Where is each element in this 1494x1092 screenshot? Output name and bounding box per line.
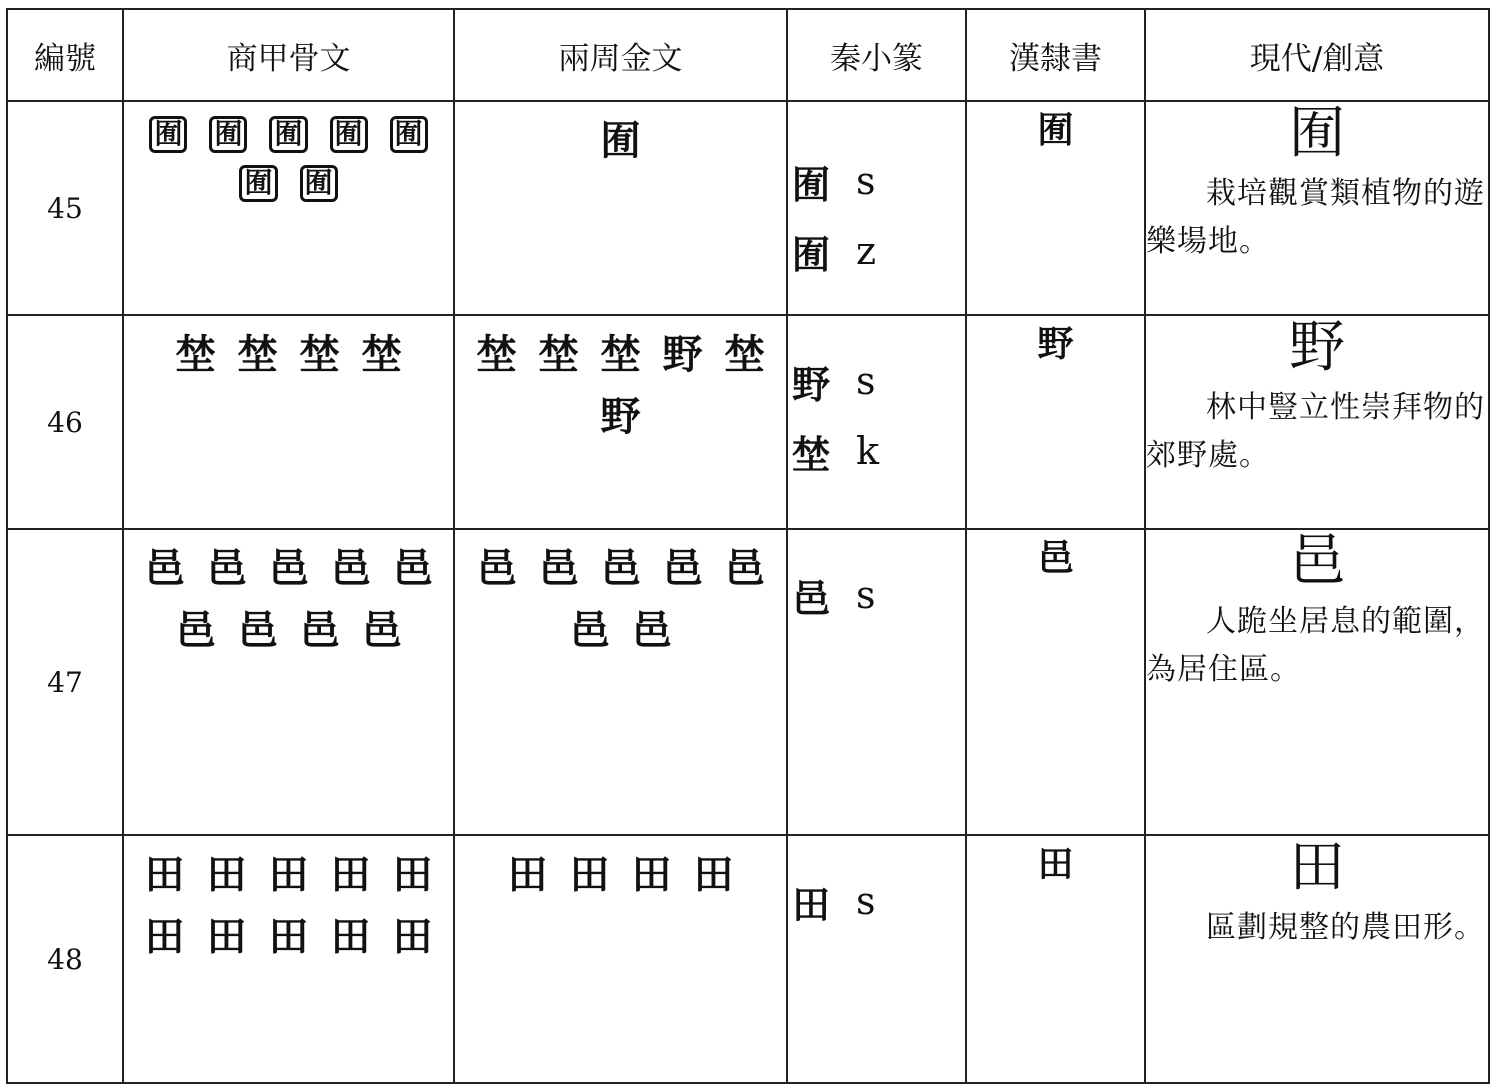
modern-character: 野	[1289, 315, 1345, 380]
bronze-glyphs	[455, 316, 786, 442]
bronze-glyph: 埜	[724, 331, 765, 378]
seal-glyph: 野	[791, 361, 830, 407]
bronze-glyph: 田	[569, 851, 610, 898]
header-number: 編號	[7, 9, 123, 101]
oracle-bone-glyph: 邑	[361, 607, 402, 654]
oracle-bone-glyph: 邑	[392, 545, 433, 592]
oracle-bone-glyph: 邑	[206, 545, 247, 592]
oracle-bone-glyph: 邑	[175, 607, 216, 654]
bronze-glyph: 埜	[600, 331, 641, 378]
bronze-glyph: 野	[662, 331, 703, 378]
table-row	[7, 101, 1489, 315]
row-number: 45	[7, 101, 123, 315]
bronze-glyph: 邑	[600, 545, 641, 592]
oracle-bone-glyphs	[124, 530, 453, 656]
oracle-bone-glyph: 埜	[175, 331, 216, 378]
oracle-bone-glyph: 田	[206, 913, 247, 960]
oracle-bone-glyph: 田	[330, 851, 371, 898]
bronze-cell	[454, 101, 787, 315]
modern-character: 囿	[1289, 101, 1345, 166]
bronze-glyph: 野	[600, 393, 641, 440]
bronze-glyphs	[455, 530, 786, 656]
small-seal-cell	[787, 529, 966, 835]
seal-source-mark: s	[856, 359, 876, 403]
oracle-bone-glyph: 田	[268, 913, 309, 960]
seal-source-mark: k	[856, 429, 880, 473]
oracle-bone-glyph: 邑	[144, 545, 185, 592]
oracle-bone-glyph: 田	[206, 851, 247, 898]
modern-cell	[1145, 529, 1489, 835]
bronze-glyph: 邑	[724, 545, 765, 592]
seal-variant	[788, 146, 965, 216]
seal-glyph: 田	[791, 881, 830, 927]
oracle-bone-glyph: 囿	[209, 116, 247, 153]
oracle-bone-glyphs	[124, 836, 453, 962]
header-small-seal: 秦小篆	[787, 9, 966, 101]
small-seal-cell	[787, 101, 966, 315]
bronze-cell	[454, 835, 787, 1083]
bronze-glyph: 邑	[662, 545, 703, 592]
clerical-cell: 囿	[966, 101, 1145, 315]
oracle-bone-glyph: 邑	[299, 607, 340, 654]
oracle-bone-glyphs	[124, 316, 453, 380]
oracle-bone-cell	[123, 835, 454, 1083]
row-number: 46	[7, 315, 123, 529]
oracle-bone-glyph: 埜	[237, 331, 278, 378]
bronze-glyph: 囿	[600, 117, 641, 164]
oracle-bone-glyph: 田	[144, 913, 185, 960]
oracle-bone-glyph: 田	[144, 851, 185, 898]
seal-variant	[788, 560, 965, 630]
header-modern: 現代/創意	[1145, 9, 1489, 101]
header-bronze: 兩周金文	[454, 9, 787, 101]
oracle-bone-glyph: 囿	[330, 116, 368, 153]
oracle-bone-glyph: 田	[392, 913, 433, 960]
modern-cell	[1145, 315, 1489, 529]
oracle-bone-cell	[123, 315, 454, 529]
seal-source-mark: s	[856, 573, 876, 617]
oracle-bone-glyph: 邑	[237, 607, 278, 654]
oracle-bone-glyph: 埜	[299, 331, 340, 378]
character-explanation: 人跪坐居息的範圍，為居住區。	[1146, 604, 1485, 688]
clerical-cell: 野	[966, 315, 1145, 529]
oracle-bone-glyph: 囿	[239, 165, 277, 202]
header-clerical: 漢隸書	[966, 9, 1145, 101]
character-explanation: 區劃規整的農田形。	[1206, 910, 1485, 946]
bronze-glyph: 邑	[631, 607, 672, 654]
oracle-bone-cell	[123, 529, 454, 835]
seal-source-mark: s	[856, 159, 876, 203]
character-explanation: 林中豎立性崇拜物的郊野處。	[1146, 390, 1485, 474]
clerical-cell: 田	[966, 835, 1145, 1083]
small-seal-cell	[787, 315, 966, 529]
bronze-glyphs	[455, 102, 786, 166]
small-seal-cell	[787, 835, 966, 1083]
header-row	[7, 9, 1489, 101]
bronze-glyph: 埜	[538, 331, 579, 378]
seal-variant	[788, 346, 965, 416]
oracle-bone-glyph: 囿	[269, 116, 307, 153]
oracle-bone-cell	[123, 101, 454, 315]
modern-character: 邑	[1289, 529, 1345, 594]
table-row	[7, 529, 1489, 835]
oracle-bone-glyph: 田	[392, 851, 433, 898]
header-oracle-bone: 商甲骨文	[123, 9, 454, 101]
seal-variant	[788, 866, 965, 936]
seal-variant	[788, 416, 965, 486]
seal-glyph: 囿	[791, 161, 830, 207]
modern-cell	[1145, 101, 1489, 315]
oracle-bone-glyph: 囿	[149, 116, 187, 153]
oracle-bone-glyphs	[124, 102, 453, 202]
bronze-glyph: 邑	[538, 545, 579, 592]
modern-cell	[1145, 835, 1489, 1083]
modern-character: 田	[1289, 835, 1345, 900]
seal-source-mark: z	[856, 229, 877, 273]
bronze-glyph: 埜	[476, 331, 517, 378]
bronze-cell	[454, 315, 787, 529]
bronze-glyph: 邑	[476, 545, 517, 592]
row-number: 47	[7, 529, 123, 835]
bronze-glyph: 田	[631, 851, 672, 898]
oracle-bone-glyph: 囿	[390, 116, 428, 153]
seal-variant	[788, 216, 965, 286]
seal-glyph: 埜	[791, 431, 830, 477]
seal-source-mark: s	[856, 879, 876, 923]
seal-glyph: 囿	[791, 231, 830, 277]
bronze-glyph: 田	[693, 851, 734, 898]
clerical-cell: 邑	[966, 529, 1145, 835]
bronze-cell	[454, 529, 787, 835]
seal-glyph: 邑	[791, 575, 830, 621]
oracle-bone-glyph: 田	[330, 913, 371, 960]
table-row	[7, 315, 1489, 529]
table-row	[7, 835, 1489, 1083]
oracle-bone-glyph: 囿	[300, 165, 338, 202]
oracle-bone-glyph: 邑	[330, 545, 371, 592]
bronze-glyph: 邑	[569, 607, 610, 654]
bronze-glyphs	[455, 836, 786, 900]
bronze-glyph: 田	[507, 851, 548, 898]
row-number: 48	[7, 835, 123, 1083]
oracle-bone-glyph: 埜	[361, 331, 402, 378]
character-explanation: 栽培觀賞類植物的遊樂場地。	[1146, 176, 1485, 260]
oracle-bone-glyph: 田	[268, 851, 309, 898]
script-evolution-table	[6, 8, 1490, 1084]
oracle-bone-glyph: 邑	[268, 545, 309, 592]
